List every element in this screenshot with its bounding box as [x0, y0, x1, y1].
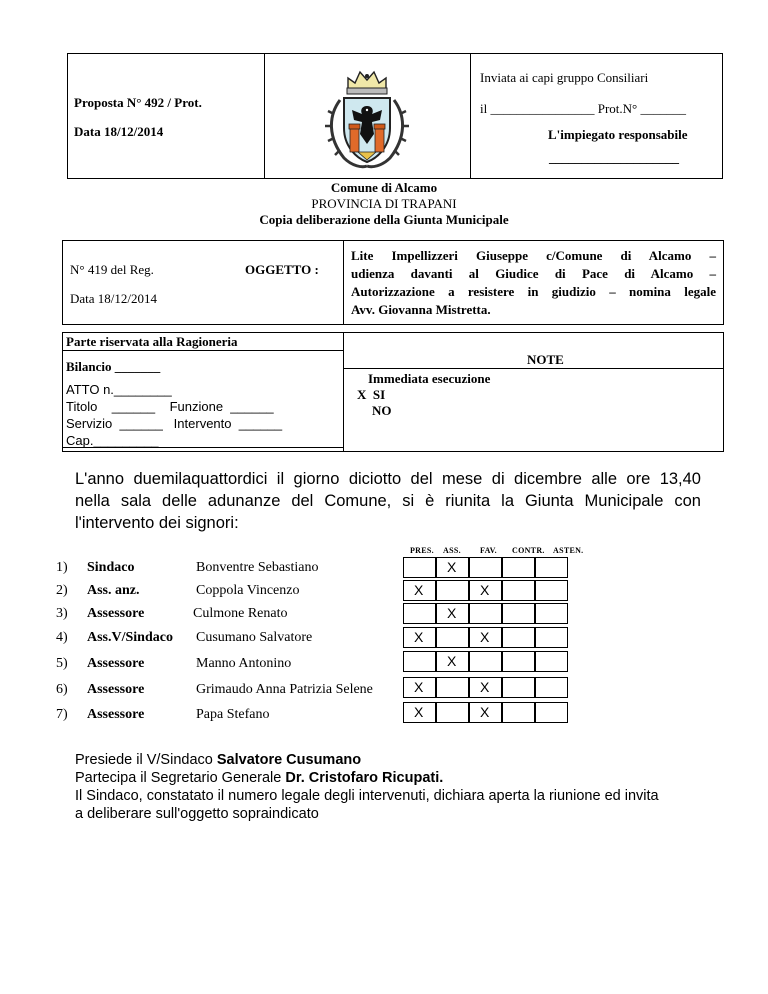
oggetto-box-left: [62, 240, 344, 325]
member-name: Bonventre Sebastiano: [196, 560, 319, 575]
vote-mark-fav: X: [480, 629, 490, 645]
member-number: 5): [56, 656, 68, 671]
coat-of-arms-icon: [322, 66, 412, 172]
proposta-date: Data 18/12/2014: [74, 124, 164, 139]
member-name: Coppola Vincenzo: [196, 583, 300, 598]
member-name: Manno Antonino: [196, 656, 292, 671]
intro-line-1: L'anno duemilaquattordici il giorno diciotto del mese di dicembre alle ore 13,40: [75, 470, 701, 488]
atto-field: ATTO n.________: [66, 382, 172, 397]
member-number: 4): [56, 630, 68, 645]
member-role: Sindaco: [87, 560, 135, 575]
vote-mark-ass: X: [447, 653, 457, 669]
protocol-line: il ________________ Prot.N° _______: [480, 101, 686, 116]
vote-mark-fav: X: [480, 679, 490, 695]
note-title: NOTE: [527, 352, 564, 367]
oggetto-line-1: Lite Impellizzeri Giuseppe c/Comune di Alcamo –: [351, 248, 716, 263]
vote-cell: [502, 557, 535, 578]
comune-title: Comune di Alcamo: [330, 180, 438, 195]
member-role: Ass. anz.: [87, 583, 140, 598]
partecipa-name: Dr. Cristofaro Ricupati.: [285, 770, 444, 786]
cap-field: Cap._________: [66, 433, 159, 448]
member-role: Assessore: [87, 656, 145, 671]
vote-cell: [535, 702, 568, 723]
vote-cell: [436, 580, 469, 601]
vote-mark-fav: X: [480, 582, 490, 598]
member-name: Cusumano Salvatore: [196, 630, 313, 645]
vote-cell: [535, 603, 568, 624]
partecipa-line: [75, 770, 443, 786]
member-number: 6): [56, 682, 68, 697]
vote-cell: [535, 557, 568, 578]
vote-cell: [535, 651, 568, 672]
impiegato-responsabile: L'impiegato responsabile: [548, 127, 688, 142]
member-name: Grimaudo Anna Patrizia Selene: [196, 682, 373, 697]
oggetto-line-2: udienza davanti al Giudice di Pace di Alcamo –: [351, 266, 716, 281]
header-fav: FAV.: [480, 546, 497, 555]
intro-line-2: nella sala delle adunanze del Comune, si è riunita la Giunta Municipale con: [75, 492, 701, 510]
servizio-intervento-field: Servizio ______ Intervento ______: [66, 416, 283, 431]
note-title-underline: [343, 368, 724, 369]
vote-cell: [535, 677, 568, 698]
header-ass: ASS.: [443, 546, 461, 555]
member-name: Papa Stefano: [196, 707, 270, 722]
oggetto-line-3: Autorizzazione a resistere in giudizio – nomina legale: [351, 284, 716, 299]
presiede-line: [75, 752, 361, 768]
header-contr: CONTR.: [512, 546, 545, 555]
closing-line-3: Il Sindaco, constatato il numero legale degli intervenuti, dichiara aperta la riunione ed invita: [75, 788, 659, 804]
vote-cell: [502, 627, 535, 648]
member-role: Assessore: [87, 682, 145, 697]
vote-cell: [535, 580, 568, 601]
vote-cell: [469, 603, 502, 624]
vote-cell: [436, 702, 469, 723]
vote-cell: [436, 677, 469, 698]
member-role: Assessore: [87, 707, 145, 722]
member-name: Culmone Renato: [193, 606, 288, 621]
vote-cell: [502, 603, 535, 624]
vote-cell: [502, 702, 535, 723]
presiede-prefix: Presiede il V/Sindaco: [75, 752, 217, 768]
vote-mark-pres: X: [414, 679, 424, 695]
member-role: Assessore: [87, 606, 145, 621]
vote-mark-pres: X: [414, 582, 424, 598]
closing-line-4: a deliberare sull'oggetto sopraindicato: [75, 806, 319, 822]
vote-cell: [403, 557, 436, 578]
provincia-title: PROVINCIA DI TRAPANI: [311, 196, 457, 211]
vote-cell: [502, 580, 535, 601]
header-divider-left: [264, 53, 265, 179]
coat-of-arms-logo: [322, 66, 412, 172]
option-si: X SI: [357, 387, 386, 402]
vote-mark-fav: X: [480, 704, 490, 720]
inviata-capi-gruppo: Inviata ai capi gruppo Consiliari: [480, 70, 649, 85]
header-pres: PRES.: [410, 546, 434, 555]
vote-cell: [403, 603, 436, 624]
member-role: Ass.V/Sindaco: [87, 630, 173, 645]
intro-line-3: l'intervento dei signori:: [75, 514, 239, 532]
vote-mark-pres: X: [414, 704, 424, 720]
member-number: 7): [56, 707, 68, 722]
option-no: NO: [372, 403, 392, 418]
vote-cell: [535, 627, 568, 648]
ragioneria-title-underline: [62, 350, 344, 351]
vote-cell: [469, 651, 502, 672]
member-number: 3): [56, 606, 68, 621]
member-number: 1): [56, 560, 68, 575]
oggetto-label: OGGETTO :: [245, 262, 319, 277]
vote-mark-pres: X: [414, 629, 424, 645]
vote-cell: [502, 677, 535, 698]
vote-cell: [436, 627, 469, 648]
vote-cell: [502, 651, 535, 672]
oggetto-line-4: Avv. Giovanna Mistretta.: [351, 302, 491, 317]
vote-mark-ass: X: [447, 559, 457, 575]
header-asten: ASTEN.: [553, 546, 584, 555]
signature-line: ____________________: [549, 150, 679, 165]
header-divider-right: [470, 53, 471, 179]
bilancio-field: Bilancio _______: [66, 359, 161, 374]
vote-cell: [469, 557, 502, 578]
immediata-esecuzione: Immediata esecuzione: [368, 371, 491, 386]
proposta-number: Proposta N° 492 / Prot.: [74, 95, 202, 110]
vote-mark-ass: X: [447, 605, 457, 621]
reg-number-text: N° 419 del Reg.: [70, 262, 154, 277]
reg-date: Data 18/12/2014: [70, 291, 158, 306]
ragioneria-title: Parte riservata alla Ragioneria: [66, 334, 238, 349]
copia-title: Copia deliberazione della Giunta Municipale: [259, 212, 509, 227]
member-number: 2): [56, 583, 68, 598]
reg-number: [70, 262, 154, 278]
vote-cell: [403, 651, 436, 672]
presiede-name: Salvatore Cusumano: [216, 752, 362, 768]
titolo-funzione-field: Titolo ______ Funzione ______: [66, 399, 274, 414]
partecipa-prefix: Partecipa il Segretario Generale: [75, 770, 286, 786]
